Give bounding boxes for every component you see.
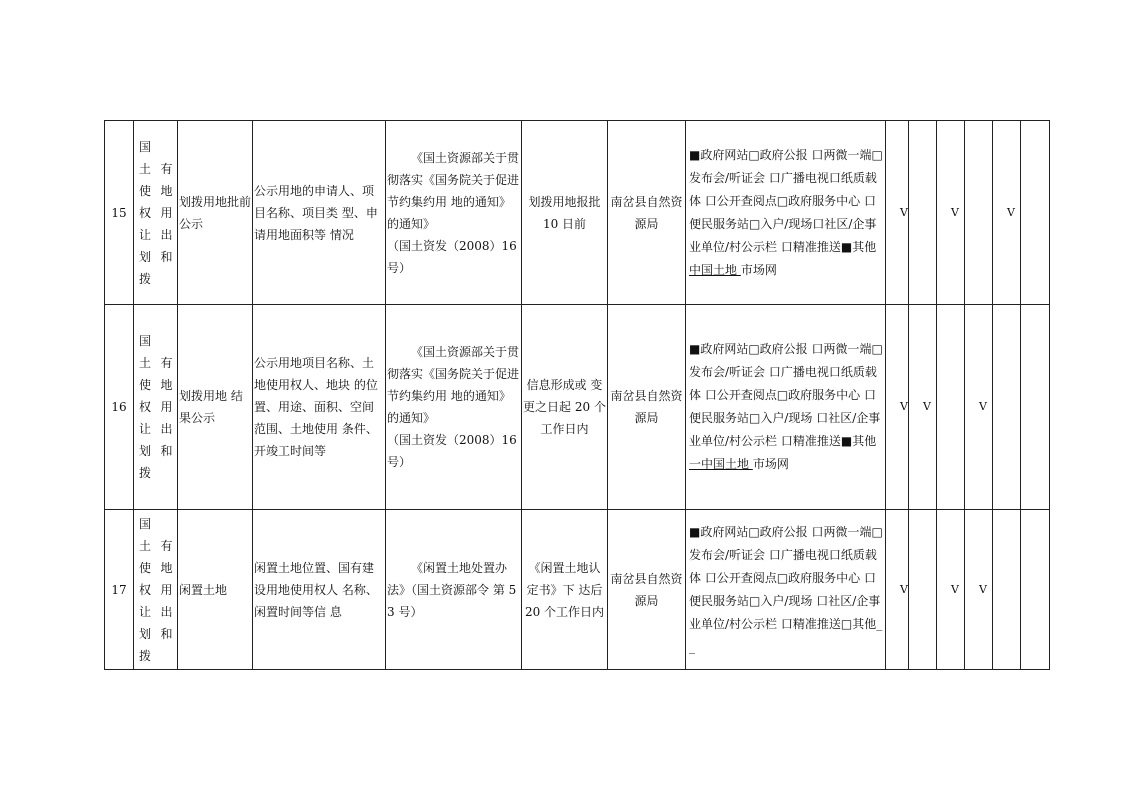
item-name: 闲置土地 bbox=[178, 510, 253, 670]
channel-tail: __ bbox=[689, 616, 883, 654]
time-text: 信息形成或 变更之日起 20 个工作日内 bbox=[523, 378, 606, 436]
category-cell bbox=[134, 305, 178, 510]
category-char: 有 bbox=[160, 161, 173, 176]
disclosure-table bbox=[104, 120, 1050, 670]
row-number: 17 bbox=[105, 510, 134, 670]
basis-main: 《闲置土地处置办法》（国土资源部令 第 53 号） bbox=[387, 560, 517, 619]
category-char: 土 bbox=[138, 356, 151, 370]
mark-cell bbox=[993, 305, 1021, 510]
time-limit bbox=[522, 305, 608, 510]
category-char: 地 bbox=[160, 560, 173, 575]
basis-main: 《国土资源部关于贯彻落实《国务院关于促进节约集约用 地的通知》的通知》 bbox=[387, 345, 520, 425]
category-cell bbox=[134, 510, 178, 670]
category-char: 有 bbox=[160, 538, 173, 553]
category-char: 使 bbox=[138, 378, 151, 392]
category-cell bbox=[134, 121, 178, 305]
mark-cell: V bbox=[937, 510, 965, 670]
basis-main: 《国土资源部关于贯彻落实《国务院关于促进节约集约用 地的通知》的通知》 bbox=[387, 150, 520, 231]
category-char: 和 bbox=[160, 626, 173, 641]
disclosure-content: 闲置土地位置、国有建设用地使用权人 名称、闲置时间等信 息 bbox=[253, 510, 386, 670]
time-text: 《闲置土地认定书》下 达后 20 个工作日内 bbox=[524, 560, 605, 619]
time-limit bbox=[522, 121, 608, 305]
disclosure-content: 公示用地项目名称、土地使用权人、地块 的位置、用途、面积、空间范围、土地使用 条件、开竣工时间等 bbox=[253, 305, 386, 510]
mark-cell: V bbox=[886, 510, 909, 670]
item-name: 划拨用地 结果公示 bbox=[178, 305, 253, 510]
category-char: 有 bbox=[160, 356, 173, 370]
category-char: 权 bbox=[138, 205, 151, 220]
category-char: 用 bbox=[160, 205, 173, 220]
agency: 南岔县自然资源局 bbox=[608, 305, 686, 510]
mark-cell bbox=[965, 121, 993, 305]
category-char: 和 bbox=[160, 249, 173, 264]
channel-text: ■政府网站□政府公报 口两微一端□发布会/听证会 口广播电视口纸质载体 口公开查阅点□政府服务中心 口便民服务站□入户/现场口社区/企事业单位/村公示栏 口精准推送■其他 bbox=[689, 147, 883, 254]
category-char: 用 bbox=[160, 582, 173, 597]
category-char: 和 bbox=[160, 444, 173, 458]
mark-cell: V bbox=[886, 121, 909, 305]
mark-cell bbox=[1021, 305, 1050, 510]
mark-cell: V bbox=[886, 305, 909, 510]
category-char: 国 bbox=[138, 516, 151, 531]
mark-cell bbox=[993, 510, 1021, 670]
mark-cell bbox=[937, 305, 965, 510]
category-char: 权 bbox=[138, 582, 151, 597]
agency: 南岔县自然资源局 bbox=[608, 510, 686, 670]
category-char: 出 bbox=[160, 422, 173, 436]
channel-list bbox=[686, 121, 886, 305]
category-char: 地 bbox=[160, 378, 173, 392]
channel-underlined: 一中国土地 bbox=[689, 457, 753, 471]
channel-text: ■政府网站□政府公报 口两微一端□发布会/听证会 口广播电视口纸质载体 口公开查阅点□政府服务中心 口便民服务站□入户/现场 口社区/企事业单位/村公示栏 口精准推送■其他 bbox=[689, 342, 883, 448]
category-tail: 划拨 bbox=[138, 249, 151, 286]
category-char: 国 bbox=[138, 334, 151, 348]
item-name: 划拨用地批前公示 bbox=[178, 121, 253, 305]
mark-cell bbox=[909, 121, 937, 305]
channel-text: ■政府网站□政府公报 口两微一端□发布会/听证会 口广播电视口纸质载体 口公开查阅点□政府服务中心 口便民服务站□入户/现场 口社区/企事业单位/村公示栏 口精准推送□其他 bbox=[689, 524, 883, 631]
category-tail: 划拨 bbox=[138, 444, 151, 480]
table-row bbox=[105, 510, 1050, 670]
agency: 南岔县自然资源局 bbox=[608, 121, 686, 305]
basis-ref: （国土资发（2008）16 号） bbox=[387, 433, 517, 469]
category-char: 土 bbox=[138, 538, 151, 553]
time-text-2: 10 日前 bbox=[542, 216, 587, 231]
channel-tail: 市场网 bbox=[752, 457, 789, 471]
channel-list bbox=[686, 305, 886, 510]
legal-basis bbox=[386, 121, 522, 305]
mark-cell: V bbox=[909, 305, 937, 510]
mark-cell: V bbox=[993, 121, 1021, 305]
row-number: 16 bbox=[105, 305, 134, 510]
channel-underlined: 中国土地 bbox=[689, 262, 741, 277]
category-char: 让 bbox=[138, 604, 151, 619]
mark-cell bbox=[1021, 121, 1050, 305]
mark-cell bbox=[909, 510, 937, 670]
row-number: 15 bbox=[105, 121, 134, 305]
disclosure-content: 公示用地的申请人、项目名称、项目类 型、申请用地面积等 情况 bbox=[253, 121, 386, 305]
category-tail: 划拨 bbox=[138, 626, 151, 663]
legal-basis bbox=[386, 305, 522, 510]
category-char: 使 bbox=[138, 183, 151, 198]
legal-basis bbox=[386, 510, 522, 670]
mark-cell: V bbox=[937, 121, 965, 305]
channel-tail: 市场网 bbox=[740, 262, 777, 277]
basis-ref: （国土资发（2008）16 号） bbox=[387, 238, 517, 275]
table-row bbox=[105, 305, 1050, 510]
category-char: 让 bbox=[138, 422, 151, 436]
time-text: 划拨用地报批 bbox=[528, 194, 601, 209]
category-char: 出 bbox=[160, 604, 173, 619]
category-char: 地 bbox=[160, 183, 173, 198]
category-char: 土 bbox=[138, 161, 151, 176]
category-char: 出 bbox=[160, 227, 173, 242]
table-row bbox=[105, 121, 1050, 305]
category-char: 使 bbox=[138, 560, 151, 575]
category-char: 让 bbox=[138, 227, 151, 242]
mark-cell: V bbox=[965, 305, 993, 510]
category-char: 用 bbox=[160, 400, 173, 414]
channel-list bbox=[686, 510, 886, 670]
category-char: 权 bbox=[138, 400, 151, 414]
mark-cell: V bbox=[965, 510, 993, 670]
time-limit bbox=[522, 510, 608, 670]
mark-cell bbox=[1021, 510, 1050, 670]
category-char: 国 bbox=[138, 139, 151, 154]
